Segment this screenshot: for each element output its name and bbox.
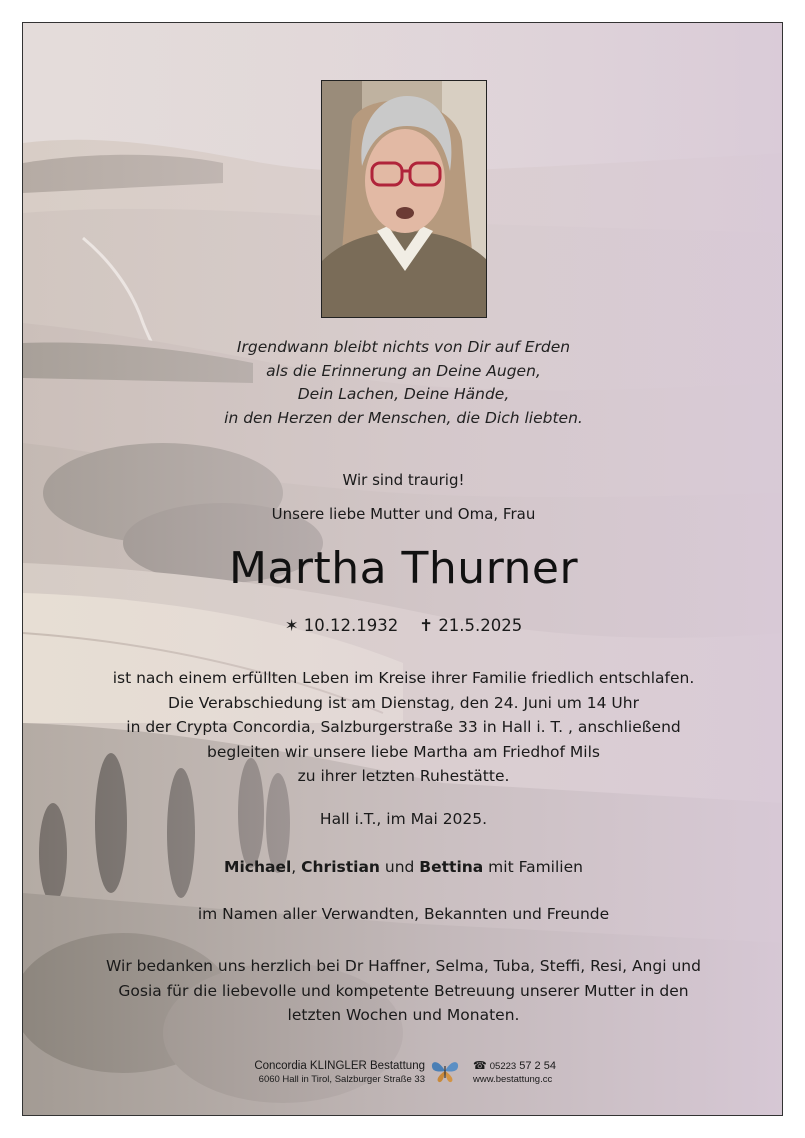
announcement-line: zu ihrer letzten Ruhestätte.: [297, 767, 510, 785]
family-name-1: Michael: [224, 858, 292, 876]
birth-date: 10.12.1932: [303, 616, 399, 635]
phone: [473, 1060, 556, 1073]
phone-prefix: 05223: [489, 1061, 517, 1072]
butterfly-icon: [429, 1058, 461, 1084]
family-separator: ,: [291, 858, 302, 876]
announcement-line: begleiten wir unsere liebe Martha am Friedhof Mils: [207, 742, 600, 761]
announcement-line: in der Crypta Concordia, Salzburgerstraße 33 in Hall i. T. , anschließend: [126, 718, 681, 736]
life-dates: [23, 616, 783, 635]
birth-star-icon: ✶: [284, 616, 299, 635]
website-link[interactable]: www.bestattung.cc: [473, 1074, 553, 1085]
intro-line: Unsere liebe Mutter und Oma, Frau: [271, 505, 536, 523]
poem-line: als die Erinnerung an Deine Augen,: [266, 361, 541, 380]
funeral-home-contact: [473, 1060, 556, 1086]
poem: [23, 336, 783, 430]
poem-line: Dein Lachen, Deine Hände,: [297, 385, 510, 403]
obituary-card: [22, 22, 783, 1116]
portrait-photo: [321, 80, 487, 318]
sad-line: Wir sind traurig!: [342, 471, 465, 489]
thanks-line: letzten Wochen und Monaten.: [287, 1006, 520, 1024]
funeral-home-name: Concordia KLINGLER Bestattung: [254, 1060, 425, 1072]
phone-icon: ☎: [473, 1060, 487, 1072]
deceased-name: Martha Thurner: [228, 543, 579, 594]
death-date: 21.5.2025: [438, 616, 523, 635]
thanks-line: Wir bedanken uns herzlich bei Dr Haffner, Selma, Tuba, Steffi, Resi, Angi und: [106, 957, 701, 975]
family-name-3: Bettina: [419, 858, 484, 876]
funeral-home-address: 6060 Hall in Tirol, Salzburger Straße 33: [258, 1074, 425, 1085]
poem-line: Irgendwann bleibt nichts von Dir auf Erden: [236, 338, 571, 356]
funeral-home-info: [23, 1060, 425, 1086]
place-date: Hall i.T., im Mai 2025.: [319, 810, 488, 828]
poem-line: in den Herzen der Menschen, die Dich liebten.: [224, 408, 583, 427]
announcement-text: [23, 666, 783, 789]
thanks-line: Gosia für die liebevolle und kompetente Betreuung unserer Mutter in den: [118, 981, 689, 1000]
relatives-line: im Namen aller Verwandten, Bekannten und Freunde: [197, 905, 610, 923]
family-suffix: mit Familien: [483, 858, 583, 876]
phone-number: 57 2 54: [519, 1060, 556, 1072]
family-line: [23, 858, 783, 876]
death-cross-icon: ✝: [419, 616, 434, 635]
family-and: und: [379, 858, 420, 876]
family-name-2: Christian: [301, 858, 380, 876]
announcement-line: ist nach einem erfüllten Leben im Kreise ihrer Familie friedlich entschlafen.: [112, 669, 695, 687]
thanks-text: [23, 954, 783, 1028]
announcement-line: Die Verabschiedung ist am Dienstag, den 24. Juni um 14 Uhr: [168, 693, 639, 712]
